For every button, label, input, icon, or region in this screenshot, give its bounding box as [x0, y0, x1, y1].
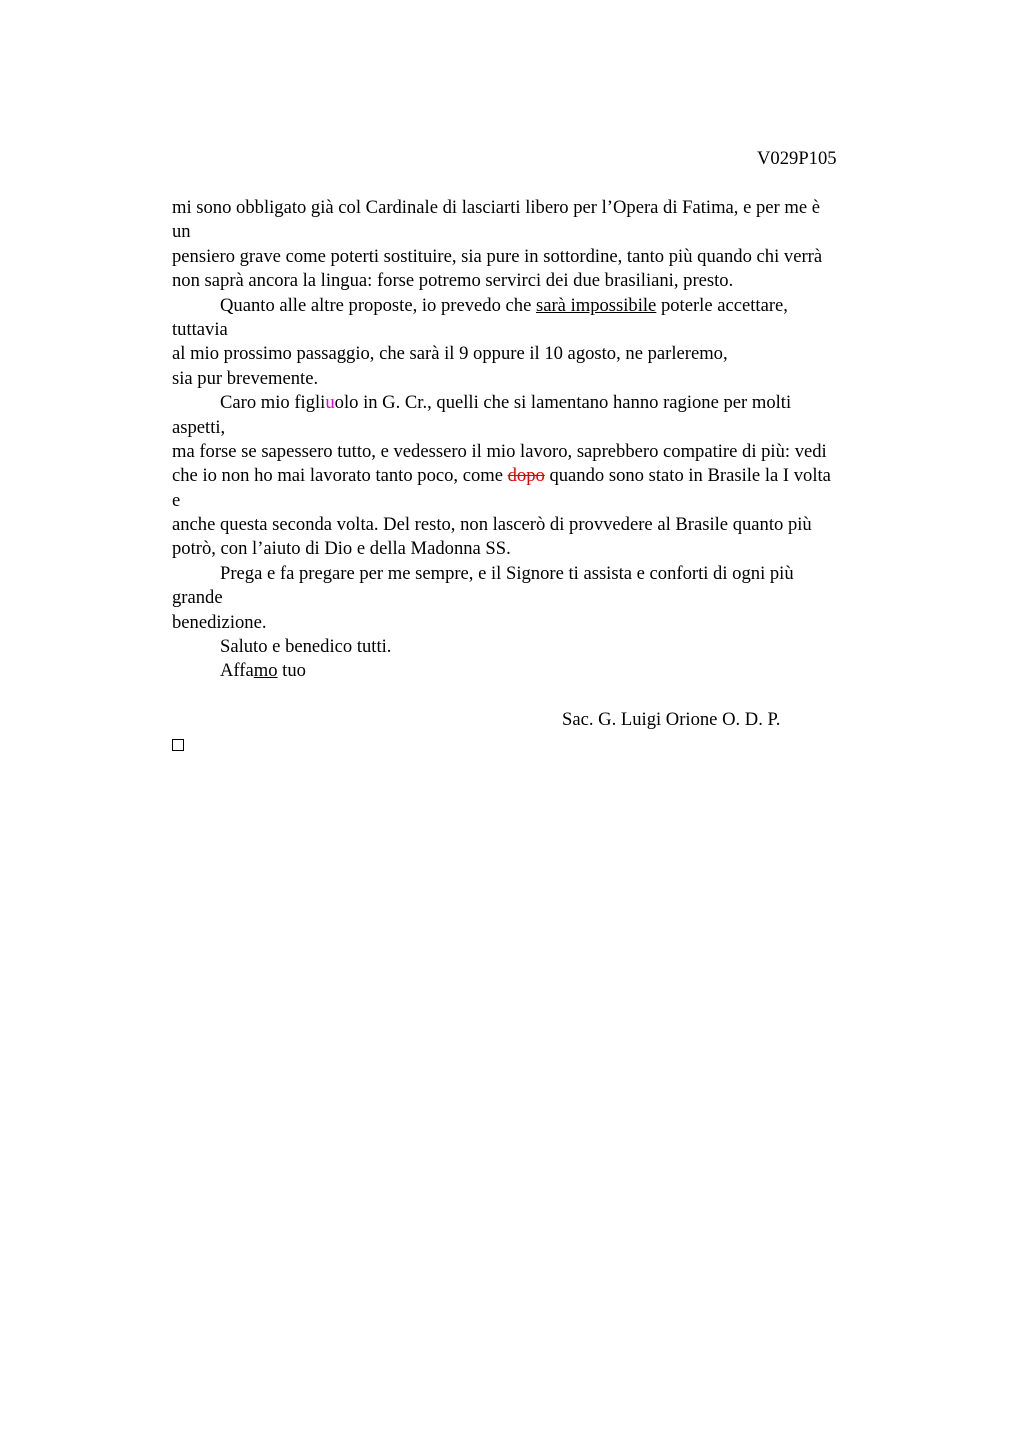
letter-line: non saprà ancora la lingua: forse potremo servirci dei due brasiliani, presto.: [172, 270, 734, 292]
letter-body: [172, 196, 912, 757]
text-segment: Caro mio figli: [220, 392, 326, 414]
letter-line: [172, 391, 912, 415]
inserted-letter: u: [325, 392, 335, 414]
closing-greeting: Saluto e benedico tutti.: [220, 636, 392, 658]
signature: Sac. G. Luigi Orione O. D. P.: [562, 709, 781, 731]
letter-line: mi sono obbligato già col Cardinale di lasciarti libero per l’Opera di Fatima, e per me è: [172, 197, 820, 218]
letter-line: Prega e fa pregare per me sempre, e il Signore ti assista e conforti di ogni più: [220, 562, 794, 584]
letter-line: [172, 464, 912, 488]
letter-line: al mio prossimo passaggio, che sarà il 9 oppure il 10 agosto, ne parleremo,: [172, 343, 728, 365]
letter-line: [172, 294, 912, 318]
letter-line: sia pur brevemente.: [172, 367, 319, 389]
empty-checkbox-square-icon: [172, 739, 184, 751]
underlined-text: sarà impossibile: [535, 294, 657, 316]
letter-line: e: [172, 489, 181, 511]
closing-affectionate: [172, 659, 912, 683]
letter-line: aspetti,: [172, 416, 226, 438]
text-segment: olo in G. Cr., quelli che si lamentano hanno ragione per molti: [334, 392, 792, 414]
letter-line: benedizione.: [172, 611, 267, 633]
letter-line: grande: [172, 587, 223, 609]
end-marker: [172, 733, 912, 757]
text-segment: tuo: [277, 660, 306, 682]
text-segment: Quanto alle altre proposte, io prevedo che: [220, 294, 536, 316]
blank-line: [172, 684, 912, 708]
letter-line: pensiero grave come poterti sostituire, sia pure in sottordine, tanto più quando chi verrà: [172, 245, 823, 267]
text-segment: quando sono stato in Brasile la I volta: [544, 465, 831, 487]
underlined-abbreviation: mo: [253, 660, 278, 682]
letter-line: tuttavia: [172, 318, 228, 340]
deleted-word: dopo: [507, 465, 545, 487]
text-segment: poterle accettare,: [656, 294, 788, 316]
text-segment: che io non ho mai lavorato tanto poco, come: [172, 465, 508, 487]
page-id: V029P105: [757, 148, 837, 169]
text-segment: a: [245, 660, 254, 682]
letter-line: un: [172, 221, 191, 243]
letter-line: potrò, con l’aiuto di Dio e della Madonna SS.: [172, 538, 511, 560]
text-segment: Aff: [220, 660, 246, 682]
letter-line: anche questa seconda volta. Del resto, non lascerò di provvedere al Brasile quanto più: [172, 514, 812, 536]
letter-line: ma forse se sapessero tutto, e vedessero il mio lavoro, saprebbero compatire di più: vedi: [172, 440, 827, 462]
